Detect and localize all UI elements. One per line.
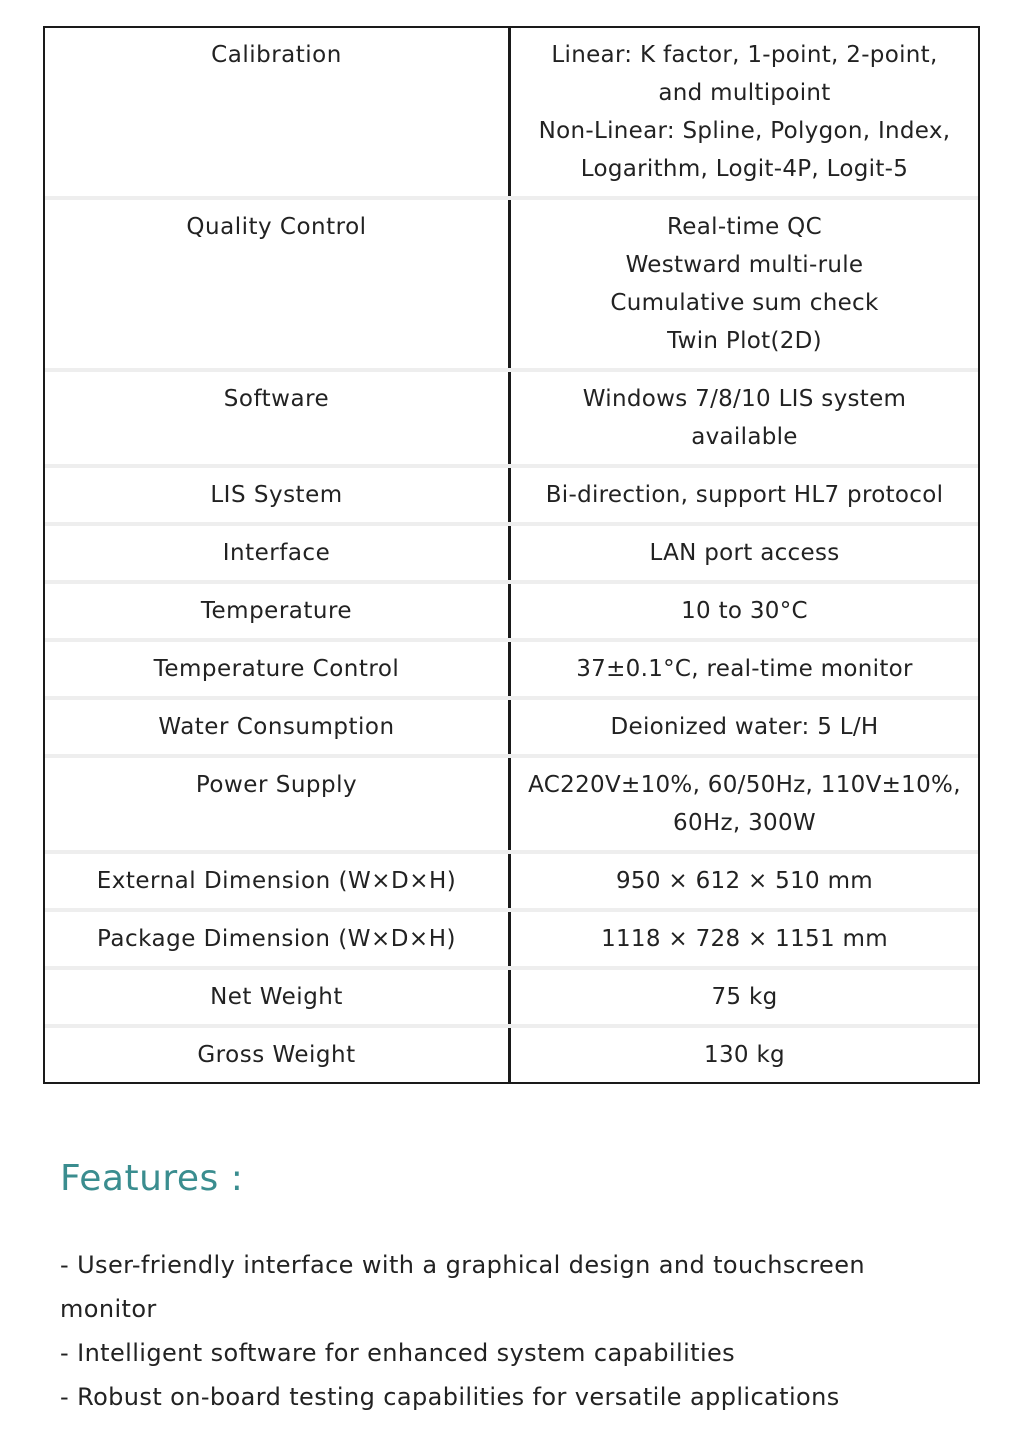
spec-value-line: Windows 7/8/10 LIS system: [582, 386, 907, 412]
spec-value: [511, 642, 978, 696]
spec-value-line: Westward multi-rule: [625, 252, 864, 278]
spec-value-line: available: [691, 424, 798, 450]
spec-row-interface: [45, 526, 978, 584]
spec-value-line: 10 to 30°C: [681, 598, 808, 624]
spec-value-line: 37±0.1°C, real-time monitor: [576, 656, 913, 682]
spec-value: [511, 758, 978, 850]
spec-row-software: [45, 372, 978, 468]
spec-value-line: Bi-direction, support HL7 protocol: [545, 482, 944, 508]
spec-value: [511, 700, 978, 754]
spec-row-power-supply: [45, 758, 978, 854]
spec-label: Quality Control: [45, 200, 511, 368]
spec-value: [511, 970, 978, 1024]
spec-label: Water Consumption: [45, 700, 511, 754]
spec-value-line: Linear: K factor, 1-point, 2-point,: [551, 42, 938, 68]
spec-value-line: and multipoint: [658, 80, 831, 106]
spec-value-line: 75 kg: [711, 984, 778, 1010]
spec-value-line: Twin Plot(2D): [667, 328, 822, 354]
spec-value: [511, 28, 978, 196]
spec-value-line: Real-time QC: [667, 214, 822, 240]
spec-value: [511, 1028, 978, 1082]
spec-row-gross-weight: [45, 1028, 978, 1082]
spec-row-net-weight: [45, 970, 978, 1028]
spec-value: [511, 200, 978, 368]
spec-row-temperature-control: [45, 642, 978, 700]
spec-value-line: Deionized water: 5 L/H: [610, 714, 879, 740]
spec-value-line: Cumulative sum check: [610, 290, 879, 316]
spec-label: Power Supply: [45, 758, 511, 850]
spec-label: Net Weight: [45, 970, 511, 1024]
feature-item: - User-friendly interface with a graphical design and touchscreen monitor: [60, 1251, 866, 1323]
spec-label: External Dimension (W×D×H): [45, 854, 511, 908]
features-title: Features :: [60, 1158, 244, 1199]
spec-value-line: Non-Linear: Spline, Polygon, Index,: [538, 118, 951, 144]
spec-value: [511, 526, 978, 580]
spec-value-line: AC220V±10%, 60/50Hz, 110V±10%,: [528, 772, 961, 798]
spec-row-water-consumption: [45, 700, 978, 758]
spec-label: Calibration: [45, 28, 511, 196]
spec-row-quality-control: [45, 200, 978, 372]
spec-row-calibration: [45, 28, 978, 200]
spec-value-line: 950 × 612 × 510 mm: [615, 868, 873, 894]
spec-table: [43, 26, 980, 1084]
spec-row-temperature: [45, 584, 978, 642]
spec-value: [511, 912, 978, 966]
spec-value-line: 1118 × 728 × 1151 mm: [601, 926, 888, 952]
spec-label: Interface: [45, 526, 511, 580]
feature-item: - Intelligent software for enhanced system capabilities: [60, 1339, 736, 1367]
spec-row-external-dimension: [45, 854, 978, 912]
spec-label: LIS System: [45, 468, 511, 522]
feature-item: - Robust on-board testing capabilities for versatile applications: [60, 1383, 840, 1411]
spec-value: [511, 584, 978, 638]
spec-label: Temperature Control: [45, 642, 511, 696]
spec-label: Temperature: [45, 584, 511, 638]
spec-row-package-dimension: [45, 912, 978, 970]
spec-value-line: LAN port access: [649, 540, 840, 566]
spec-value-line: 130 kg: [704, 1042, 785, 1068]
spec-value: [511, 854, 978, 908]
spec-label: Gross Weight: [45, 1028, 511, 1082]
spec-label: Software: [45, 372, 511, 464]
spec-value: [511, 468, 978, 522]
spec-label: Package Dimension (W×D×H): [45, 912, 511, 966]
spec-value-line: 60Hz, 300W: [673, 810, 816, 836]
spec-value: [511, 372, 978, 464]
spec-row-lis-system: [45, 468, 978, 526]
features-list: [60, 1243, 960, 1419]
spec-value-line: Logarithm, Logit-4P, Logit-5: [580, 156, 909, 182]
